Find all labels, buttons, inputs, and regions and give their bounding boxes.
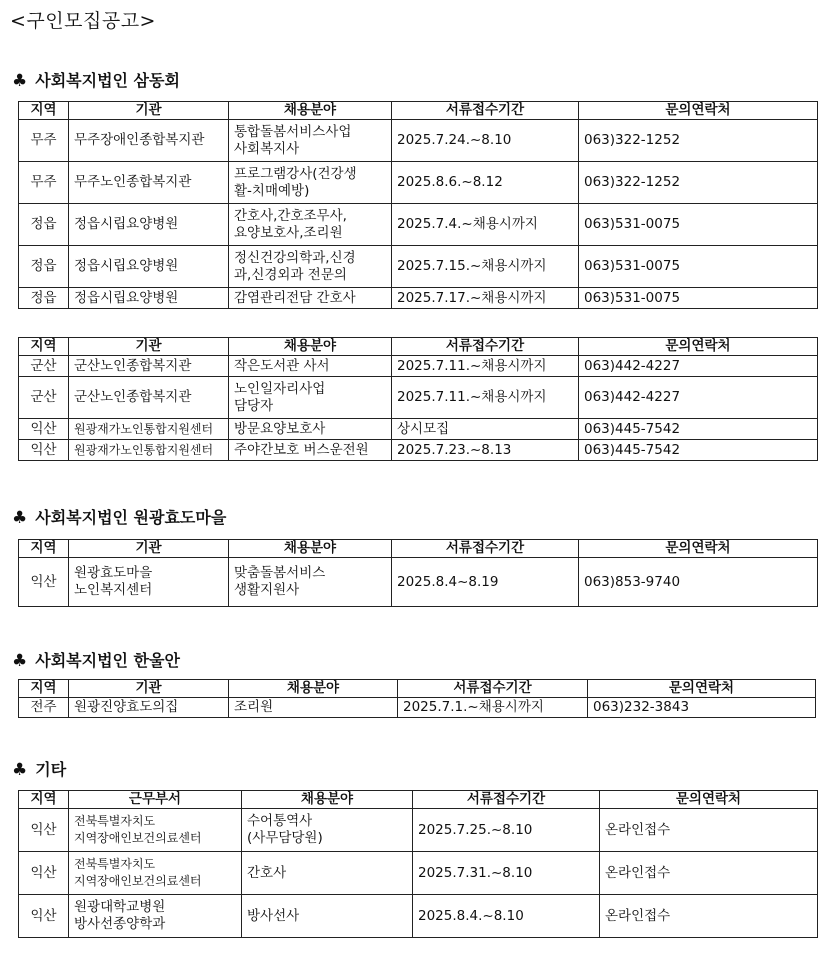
table-row bbox=[19, 852, 818, 895]
job-table bbox=[18, 790, 818, 938]
table-row bbox=[19, 120, 818, 162]
cell-field: 간호사 bbox=[242, 852, 413, 895]
column-header-institution: 근무부서 bbox=[69, 791, 242, 809]
column-header-contact: 문의연락처 bbox=[579, 338, 818, 356]
cell-institution: 전북특별자치도 지역장애인보건의료센터 bbox=[69, 852, 242, 895]
job-table bbox=[18, 101, 818, 309]
cell-contact: 063)232-3843 bbox=[588, 698, 816, 718]
cell-institution: 무주장애인종합복지관 bbox=[69, 120, 229, 162]
cell-contact: 063)445-7542 bbox=[579, 440, 818, 461]
cell-field: 방문요양보호사 bbox=[229, 419, 392, 440]
table-header-row bbox=[19, 791, 818, 809]
table-row bbox=[19, 558, 818, 607]
column-header-field: 채용분야 bbox=[229, 540, 392, 558]
cell-region: 정읍 bbox=[19, 204, 69, 246]
cell-institution: 무주노인종합복지관 bbox=[69, 162, 229, 204]
cell-period: 2025.7.17.~채용시까지 bbox=[392, 288, 579, 309]
cell-institution: 원광재가노인통합지원센터 bbox=[69, 419, 229, 440]
cell-field: 방사선사 bbox=[242, 895, 413, 938]
table-row bbox=[19, 246, 818, 288]
column-header-institution: 기관 bbox=[69, 102, 229, 120]
cell-contact: 063)853-9740 bbox=[579, 558, 818, 607]
cell-institution: 전북특별자치도 지역장애인보건의료센터 bbox=[69, 809, 242, 852]
column-header-institution: 기관 bbox=[69, 540, 229, 558]
column-header-period: 서류접수기간 bbox=[413, 791, 600, 809]
table-row bbox=[19, 377, 818, 419]
section-heading bbox=[12, 68, 180, 91]
cell-institution: 정읍시립요양병원 bbox=[69, 288, 229, 309]
section-heading bbox=[12, 757, 66, 780]
cell-contact: 063)531-0075 bbox=[579, 288, 818, 309]
section-heading-label: 사회복지법인 한울안 bbox=[35, 651, 180, 670]
column-header-period: 서류접수기간 bbox=[392, 540, 579, 558]
cell-region: 익산 bbox=[19, 809, 69, 852]
club-icon: ♣ bbox=[12, 508, 28, 528]
cell-institution: 군산노인종합복지관 bbox=[69, 377, 229, 419]
cell-period: 2025.7.15.~채용시까지 bbox=[392, 246, 579, 288]
cell-institution: 정읍시립요양병원 bbox=[69, 246, 229, 288]
cell-institution: 군산노인종합복지관 bbox=[69, 356, 229, 377]
cell-region: 군산 bbox=[19, 377, 69, 419]
cell-period: 2025.7.23.~8.13 bbox=[392, 440, 579, 461]
cell-field: 통합돌봄서비스사업 사회복지사 bbox=[229, 120, 392, 162]
column-header-period: 서류접수기간 bbox=[392, 102, 579, 120]
cell-period: 2025.7.1.~채용시까지 bbox=[398, 698, 588, 718]
cell-contact: 온라인접수 bbox=[600, 809, 818, 852]
cell-region: 익산 bbox=[19, 852, 69, 895]
cell-contact: 063)445-7542 bbox=[579, 419, 818, 440]
cell-field: 주야간보호 버스운전원 bbox=[229, 440, 392, 461]
cell-institution: 원광대학교병원 방사선종양학과 bbox=[69, 895, 242, 938]
cell-contact: 063)531-0075 bbox=[579, 246, 818, 288]
cell-region: 익산 bbox=[19, 558, 69, 607]
cell-institution: 정읍시립요양병원 bbox=[69, 204, 229, 246]
section-heading bbox=[12, 648, 180, 671]
column-header-field: 채용분야 bbox=[229, 338, 392, 356]
cell-period: 상시모집 bbox=[392, 419, 579, 440]
cell-region: 군산 bbox=[19, 356, 69, 377]
cell-institution: 원광진양효도의집 bbox=[69, 698, 229, 718]
cell-region: 익산 bbox=[19, 440, 69, 461]
cell-period: 2025.8.4~8.19 bbox=[392, 558, 579, 607]
job-table bbox=[18, 679, 816, 718]
cell-region: 정읍 bbox=[19, 288, 69, 309]
cell-contact: 063)322-1252 bbox=[579, 162, 818, 204]
column-header-institution: 기관 bbox=[69, 680, 229, 698]
column-header-field: 채용분야 bbox=[229, 102, 392, 120]
table-header-row bbox=[19, 102, 818, 120]
section-heading bbox=[12, 505, 226, 528]
cell-period: 2025.8.4.~8.10 bbox=[413, 895, 600, 938]
cell-field: 간호사,간호조무사, 요양보호사,조리원 bbox=[229, 204, 392, 246]
table-header-row bbox=[19, 540, 818, 558]
cell-contact: 온라인접수 bbox=[600, 852, 818, 895]
club-icon: ♣ bbox=[12, 71, 28, 91]
cell-field: 조리원 bbox=[229, 698, 398, 718]
table-row bbox=[19, 809, 818, 852]
section-heading-label: 사회복지법인 삼동회 bbox=[35, 71, 180, 90]
cell-region: 정읍 bbox=[19, 246, 69, 288]
section-heading-label: 사회복지법인 원광효도마을 bbox=[35, 508, 227, 527]
cell-region: 무주 bbox=[19, 120, 69, 162]
table-header-row bbox=[19, 338, 818, 356]
cell-contact: 063)531-0075 bbox=[579, 204, 818, 246]
table-row bbox=[19, 440, 818, 461]
cell-field: 수어통역사 (사무담당원) bbox=[242, 809, 413, 852]
column-header-field: 채용분야 bbox=[229, 680, 398, 698]
column-header-region: 지역 bbox=[19, 338, 69, 356]
cell-institution: 원광효도마을 노인복지센터 bbox=[69, 558, 229, 607]
table-row bbox=[19, 419, 818, 440]
cell-field: 프로그램강사(건강생 활-치매예방) bbox=[229, 162, 392, 204]
column-header-contact: 문의연락처 bbox=[600, 791, 818, 809]
cell-contact: 063)442-4227 bbox=[579, 356, 818, 377]
column-header-contact: 문의연락처 bbox=[579, 540, 818, 558]
cell-period: 2025.7.31.~8.10 bbox=[413, 852, 600, 895]
column-header-period: 서류접수기간 bbox=[398, 680, 588, 698]
column-header-period: 서류접수기간 bbox=[392, 338, 579, 356]
cell-contact: 온라인접수 bbox=[600, 895, 818, 938]
table-row bbox=[19, 356, 818, 377]
table-row bbox=[19, 204, 818, 246]
club-icon: ♣ bbox=[12, 760, 28, 780]
column-header-region: 지역 bbox=[19, 540, 69, 558]
column-header-institution: 기관 bbox=[69, 338, 229, 356]
cell-field: 정신건강의학과,신경 과,신경외과 전문의 bbox=[229, 246, 392, 288]
column-header-region: 지역 bbox=[19, 102, 69, 120]
table-row bbox=[19, 895, 818, 938]
table-row bbox=[19, 698, 816, 718]
cell-field: 맞춤돌봄서비스 생활지원사 bbox=[229, 558, 392, 607]
page-title: <구인모집공고> bbox=[10, 10, 156, 32]
column-header-contact: 문의연락처 bbox=[588, 680, 816, 698]
cell-period: 2025.8.6.~8.12 bbox=[392, 162, 579, 204]
job-table bbox=[18, 539, 818, 607]
column-header-region: 지역 bbox=[19, 680, 69, 698]
cell-contact: 063)322-1252 bbox=[579, 120, 818, 162]
cell-period: 2025.7.11.~채용시까지 bbox=[392, 377, 579, 419]
cell-period: 2025.7.24.~8.10 bbox=[392, 120, 579, 162]
cell-region: 익산 bbox=[19, 895, 69, 938]
cell-period: 2025.7.4.~채용시까지 bbox=[392, 204, 579, 246]
cell-field: 감염관리전담 간호사 bbox=[229, 288, 392, 309]
section-heading-label: 기타 bbox=[35, 760, 67, 779]
cell-field: 작은도서관 사서 bbox=[229, 356, 392, 377]
column-header-region: 지역 bbox=[19, 791, 69, 809]
column-header-contact: 문의연락처 bbox=[579, 102, 818, 120]
cell-period: 2025.7.25.~8.10 bbox=[413, 809, 600, 852]
table-row bbox=[19, 288, 818, 309]
table-header-row bbox=[19, 680, 816, 698]
cell-contact: 063)442-4227 bbox=[579, 377, 818, 419]
table-row bbox=[19, 162, 818, 204]
job-table bbox=[18, 337, 818, 461]
cell-region: 무주 bbox=[19, 162, 69, 204]
cell-region: 전주 bbox=[19, 698, 69, 718]
cell-region: 익산 bbox=[19, 419, 69, 440]
cell-period: 2025.7.11.~채용시까지 bbox=[392, 356, 579, 377]
column-header-field: 채용분야 bbox=[242, 791, 413, 809]
cell-institution: 원광재가노인통합지원센터 bbox=[69, 440, 229, 461]
club-icon: ♣ bbox=[12, 651, 28, 671]
cell-field: 노인일자리사업 담당자 bbox=[229, 377, 392, 419]
